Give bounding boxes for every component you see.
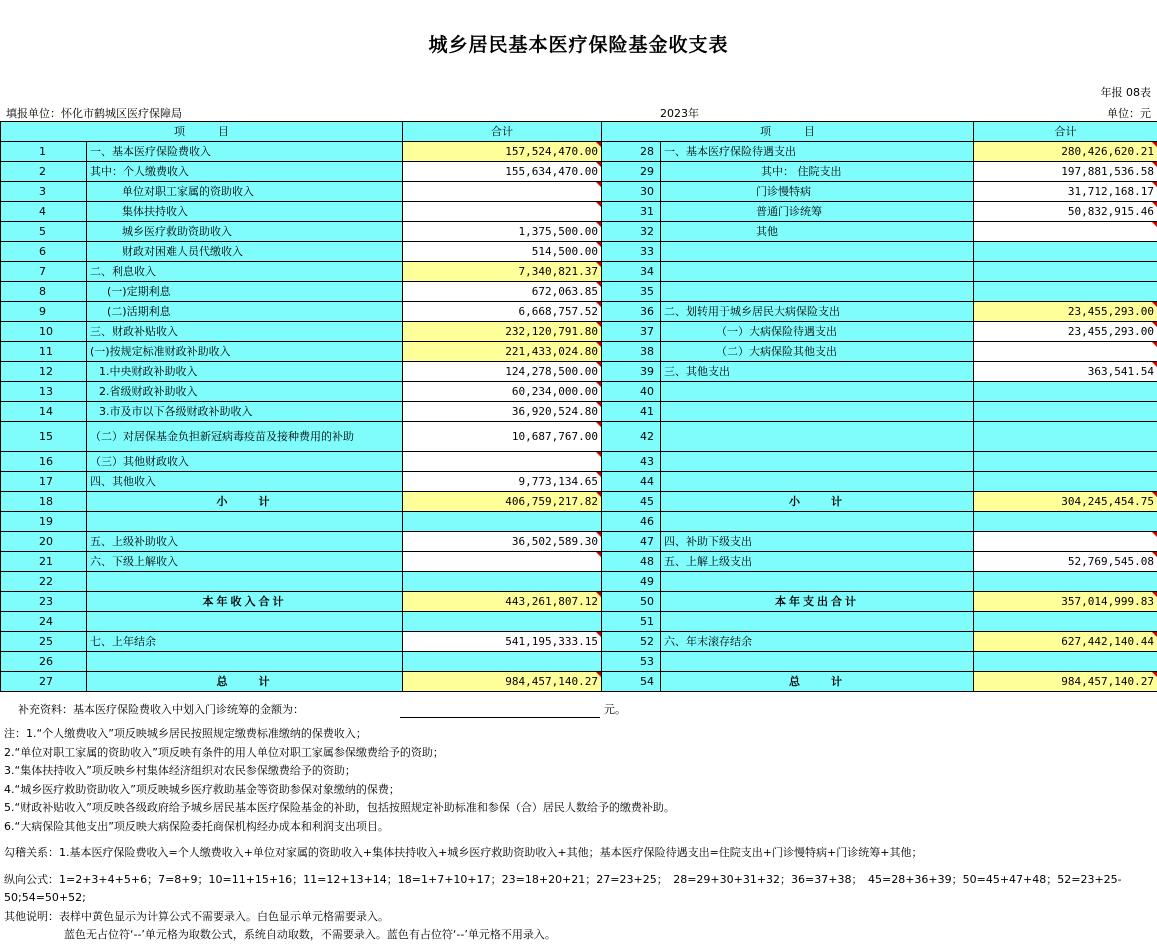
amount-left: 7,340,821.37	[403, 262, 602, 282]
note-line: 3.“集体扶持收入”项反映乡村集体经济组织对农民参保缴费给予的资助；	[4, 764, 356, 777]
row-number-right: 35	[602, 282, 661, 302]
item-label-right	[661, 402, 974, 422]
row-number-left: 5	[1, 222, 87, 242]
item-label-right	[661, 242, 974, 262]
table-row	[1, 472, 1157, 492]
row-number-left: 13	[1, 382, 87, 402]
item-label-left: 3.市及市以下各级财政补助收入	[87, 402, 403, 422]
amount-left: 221,433,024.80	[403, 342, 602, 362]
row-number-right: 51	[602, 612, 661, 632]
amount-right[interactable]: 23,455,293.00	[974, 322, 1157, 342]
item-label-right	[661, 282, 974, 302]
row-number-right: 37	[602, 322, 661, 342]
item-label-right: 一、基本医疗保险待遇支出	[661, 142, 974, 162]
amount-right	[974, 452, 1157, 472]
amount-right: 627,442,140.44	[974, 632, 1157, 652]
item-label-left: 总 计	[87, 672, 403, 692]
item-label-right: 小 计	[661, 492, 974, 512]
row-number-right: 50	[602, 592, 661, 612]
amount-left: 443,261,807.12	[403, 592, 602, 612]
amount-right[interactable]: 31,712,168.17	[974, 182, 1157, 202]
row-number-left: 24	[1, 612, 87, 632]
row-number-right: 48	[602, 552, 661, 572]
header-item-left: 项 目	[1, 122, 403, 142]
formula-text: 纵向公式：1=2+3+4+5+6；7=8+9；10=11+15+16；11=12+13+14；18=1+7+10+17；23=18+20+21；27=23+25； 28=29+30+31+32；36=37+38； 45=28+36+39；50=45+47+48；52=23+25-	[4, 872, 1122, 886]
row-number-right: 47	[602, 532, 661, 552]
item-label-left: 本年收入合计	[87, 592, 403, 612]
item-label-left: 1.中央财政补助收入	[87, 362, 403, 382]
item-label-right	[661, 612, 974, 632]
item-label-right: 其他	[661, 222, 974, 242]
row-number-left: 11	[1, 342, 87, 362]
amount-right: 984,457,140.27	[974, 672, 1157, 692]
item-label-right: 二、划转用于城乡居民大病保险支出	[661, 302, 974, 322]
row-number-left: 22	[1, 572, 87, 592]
item-label-right: 三、其他支出	[661, 362, 974, 382]
row-number-left: 6	[1, 242, 87, 262]
amount-right[interactable]: 363,541.54	[974, 362, 1157, 382]
amount-right	[974, 612, 1157, 632]
row-number-right: 36	[602, 302, 661, 322]
row-number-right: 49	[602, 572, 661, 592]
table-row	[1, 322, 1157, 342]
formula-text-cont: 50;54=50+52;	[4, 891, 86, 904]
item-label-right: 普通门诊统筹	[661, 202, 974, 222]
table-row	[1, 632, 1157, 652]
note-line: 4.“城乡医疗救助资助收入”项反映城乡医疗救助基金等资助参保对象缴纳的保费；	[4, 782, 400, 796]
row-number-right: 28	[602, 142, 661, 162]
row-number-right: 43	[602, 452, 661, 472]
row-number-left: 12	[1, 362, 87, 382]
amount-right: 357,014,999.83	[974, 592, 1157, 612]
item-label-right: 门诊慢特病	[661, 182, 974, 202]
row-number-right: 46	[602, 512, 661, 532]
note-line: 2.“单位对职工家属的资助收入”项反映有条件的用人单位对职工家属参保缴费给予的资助；	[4, 745, 444, 759]
table-row	[1, 512, 1157, 532]
row-number-right: 38	[602, 342, 661, 362]
amount-right	[974, 422, 1157, 452]
table-row	[1, 492, 1157, 512]
item-label-left: 小 计	[87, 492, 403, 512]
table-row	[1, 452, 1157, 472]
form-number: 年报 08表	[1100, 86, 1151, 99]
table-row	[1, 222, 1157, 242]
amount-right[interactable]	[974, 342, 1157, 362]
table-row	[1, 242, 1157, 262]
amount-right: 23,455,293.00	[974, 302, 1157, 322]
item-label-right	[661, 572, 974, 592]
table-row	[1, 282, 1157, 302]
amount-left[interactable]: 514,500.00	[403, 242, 602, 262]
item-label-left: 集体扶持收入	[87, 202, 403, 222]
report-year: 2023年	[660, 107, 699, 120]
amount-left[interactable]: 60,234,000.00	[403, 382, 602, 402]
fund-table	[0, 121, 1157, 692]
amount-left	[403, 512, 602, 532]
amount-right	[974, 282, 1157, 302]
table-row	[1, 552, 1157, 572]
row-number-right: 39	[602, 362, 661, 382]
amount-left[interactable]: 9,773,134.65	[403, 472, 602, 492]
amount-right: 304,245,454.75	[974, 492, 1157, 512]
table-row	[1, 652, 1157, 672]
table-row	[1, 162, 1157, 182]
item-label-right	[661, 422, 974, 452]
amount-right[interactable]	[974, 222, 1157, 242]
item-label-right: （二）大病保险其他支出	[661, 342, 974, 362]
amount-left[interactable]: 672,063.85	[403, 282, 602, 302]
item-label-left: 城乡医疗救助资助收入	[87, 222, 403, 242]
row-number-left: 20	[1, 532, 87, 552]
notes-section	[4, 725, 1154, 945]
reporting-unit: 填报单位：怀化市鹤城区医疗保障局	[6, 107, 182, 120]
item-label-right: （一）大病保险待遇支出	[661, 322, 974, 342]
amount-right[interactable]: 52,769,545.08	[974, 552, 1157, 572]
note-line: 5.“财政补贴收入”项反映各级政府给予城乡居民基本医疗保险基金的补助，包括按照规定补助标准和参保（合）居民人数给予的缴费补助。	[4, 801, 675, 814]
item-label-left: 三、财政补贴收入	[87, 322, 403, 342]
amount-left[interactable]	[403, 452, 602, 472]
row-number-left: 19	[1, 512, 87, 532]
amount-left[interactable]: 6,668,757.52	[403, 302, 602, 322]
row-number-right: 52	[602, 632, 661, 652]
row-number-left: 21	[1, 552, 87, 572]
item-label-right	[661, 452, 974, 472]
item-label-left	[87, 612, 403, 632]
table-row	[1, 262, 1157, 282]
item-label-left: 单位对职工家属的资助收入	[87, 182, 403, 202]
row-number-right: 45	[602, 492, 661, 512]
supplement-label: 补充资料：基本医疗保险费收入中划入门诊统筹的金额为：	[18, 703, 304, 716]
row-number-right: 53	[602, 652, 661, 672]
item-label-left: （二）对居保基金负担新冠病毒疫苗及接种费用的补助	[87, 422, 403, 452]
item-label-right: 五、上解上级支出	[661, 552, 974, 572]
amount-right	[974, 472, 1157, 492]
amount-left	[403, 572, 602, 592]
row-number-right: 41	[602, 402, 661, 422]
item-label-right: 本年支出合计	[661, 592, 974, 612]
item-label-left	[87, 572, 403, 592]
header-total-left: 合计	[403, 122, 602, 142]
item-label-left: 二、利息收入	[87, 262, 403, 282]
row-number-left: 14	[1, 402, 87, 422]
item-label-right	[661, 382, 974, 402]
amount-left[interactable]: 36,502,589.30	[403, 532, 602, 552]
header-total-right: 合计	[974, 122, 1157, 142]
row-number-left: 3	[1, 182, 87, 202]
row-number-right: 54	[602, 672, 661, 692]
note-line: 注：1.“个人缴费收入”项反映城乡居民按照规定缴费标准缴纳的保费收入；	[4, 727, 367, 740]
item-label-left: (一)定期利息	[87, 282, 403, 302]
table-row	[1, 532, 1157, 552]
amount-right	[974, 512, 1157, 532]
amount-left[interactable]: 36,920,524.80	[403, 402, 602, 422]
amount-left: 157,524,470.00	[403, 142, 602, 162]
item-label-left: 财政对困难人员代缴收入	[87, 242, 403, 262]
amount-left[interactable]: 1,375,500.00	[403, 222, 602, 242]
row-number-right: 31	[602, 202, 661, 222]
row-number-left: 15	[1, 422, 87, 452]
item-label-left: 七、上年结余	[87, 632, 403, 652]
row-number-right: 42	[602, 422, 661, 452]
row-number-right: 30	[602, 182, 661, 202]
table-row	[1, 402, 1157, 422]
amount-left[interactable]: 10,687,767.00	[403, 422, 602, 452]
row-number-left: 17	[1, 472, 87, 492]
amount-left	[403, 612, 602, 632]
amount-right	[974, 652, 1157, 672]
amount-left[interactable]: 124,278,500.00	[403, 362, 602, 382]
item-label-left: 五、上级补助收入	[87, 532, 403, 552]
amount-left[interactable]	[403, 202, 602, 222]
row-number-left: 18	[1, 492, 87, 512]
row-number-left: 7	[1, 262, 87, 282]
row-number-left: 26	[1, 652, 87, 672]
amount-left	[403, 652, 602, 672]
row-number-left: 16	[1, 452, 87, 472]
item-label-left: (一)按规定标准财政补助收入	[87, 342, 403, 362]
row-number-left: 2	[1, 162, 87, 182]
item-label-left: 其中：个人缴费收入	[87, 162, 403, 182]
amount-left[interactable]: 155,634,470.00	[403, 162, 602, 182]
amount-right	[974, 242, 1157, 262]
header-item-right: 项 目	[602, 122, 974, 142]
row-number-right: 40	[602, 382, 661, 402]
amount-right	[974, 402, 1157, 422]
item-label-left: 2.省级财政补助收入	[87, 382, 403, 402]
supplement-amount-field[interactable]	[400, 717, 600, 718]
row-number-right: 33	[602, 242, 661, 262]
other-note: 其他说明：表样中黄色显示为计算公式不需要录入。白色显示单元格需要录入。	[4, 909, 389, 923]
table-row	[1, 422, 1157, 452]
table-row	[1, 612, 1157, 632]
table-header-row	[1, 122, 1157, 142]
table-row	[1, 202, 1157, 222]
row-number-left: 23	[1, 592, 87, 612]
item-label-right	[661, 262, 974, 282]
table-row	[1, 302, 1157, 322]
item-label-left	[87, 652, 403, 672]
supplement-unit: 元。	[604, 703, 626, 716]
table-row	[1, 592, 1157, 612]
amount-left: 232,120,791.80	[403, 322, 602, 342]
amount-right[interactable]: 197,881,536.58	[974, 162, 1157, 182]
note-line: 6.“大病保险其他支出”项反映大病保险委托商保机构经办成本和利润支出项目。	[4, 819, 389, 833]
row-number-left: 8	[1, 282, 87, 302]
amount-right[interactable]: 50,832,915.46	[974, 202, 1157, 222]
relation-text: 勾稽关系：1.基本医疗保险费收入=个人缴费收入+单位对家属的资助收入+集体扶持收入+城乡医疗救助资助收入+其他；基本医疗保险待遇支出=住院支出+门诊慢特病+门诊统筹+其他；	[4, 846, 923, 859]
item-label-right	[661, 512, 974, 532]
amount-right	[974, 382, 1157, 402]
amount-right	[974, 572, 1157, 592]
table-row	[1, 572, 1157, 592]
item-label-left: 四、其他收入	[87, 472, 403, 492]
row-number-left: 1	[1, 142, 87, 162]
amount-right[interactable]	[974, 532, 1157, 552]
row-number-left: 4	[1, 202, 87, 222]
table-row	[1, 362, 1157, 382]
table-row	[1, 142, 1157, 162]
table-row	[1, 182, 1157, 202]
item-label-right: 四、补助下级支出	[661, 532, 974, 552]
currency-unit: 单位：元	[1107, 107, 1151, 120]
item-label-right	[661, 652, 974, 672]
item-label-right: 其中： 住院支出	[661, 162, 974, 182]
amount-left[interactable]: 541,195,333.15	[403, 632, 602, 652]
row-number-right: 44	[602, 472, 661, 492]
item-label-right: 六、年末滚存结余	[661, 632, 974, 652]
amount-right: 280,426,620.21	[974, 142, 1157, 162]
item-label-left	[87, 512, 403, 532]
item-label-right	[661, 472, 974, 492]
row-number-left: 9	[1, 302, 87, 322]
amount-left[interactable]	[403, 182, 602, 202]
item-label-left: 六、下级上解收入	[87, 552, 403, 572]
report-title: 城乡居民基本医疗保险基金收支表	[428, 34, 729, 56]
other-note-cont: 蓝色无占位符‘--’单元格为取数公式，系统自动取数，不需要录入。蓝色有占位符‘--’单元格不用录入。	[64, 928, 556, 941]
item-label-left: （三）其他财政收入	[87, 452, 403, 472]
row-number-right: 29	[602, 162, 661, 182]
row-number-left: 27	[1, 672, 87, 692]
amount-left: 984,457,140.27	[403, 672, 602, 692]
row-number-left: 10	[1, 322, 87, 342]
table-row	[1, 382, 1157, 402]
amount-left: 406,759,217.82	[403, 492, 602, 512]
amount-left[interactable]	[403, 552, 602, 572]
item-label-right: 总 计	[661, 672, 974, 692]
item-label-left: 一、基本医疗保险费收入	[87, 142, 403, 162]
table-row	[1, 342, 1157, 362]
amount-right	[974, 262, 1157, 282]
row-number-right: 32	[602, 222, 661, 242]
item-label-left: (二)活期利息	[87, 302, 403, 322]
table-row	[1, 672, 1157, 692]
row-number-right: 34	[602, 262, 661, 282]
row-number-left: 25	[1, 632, 87, 652]
